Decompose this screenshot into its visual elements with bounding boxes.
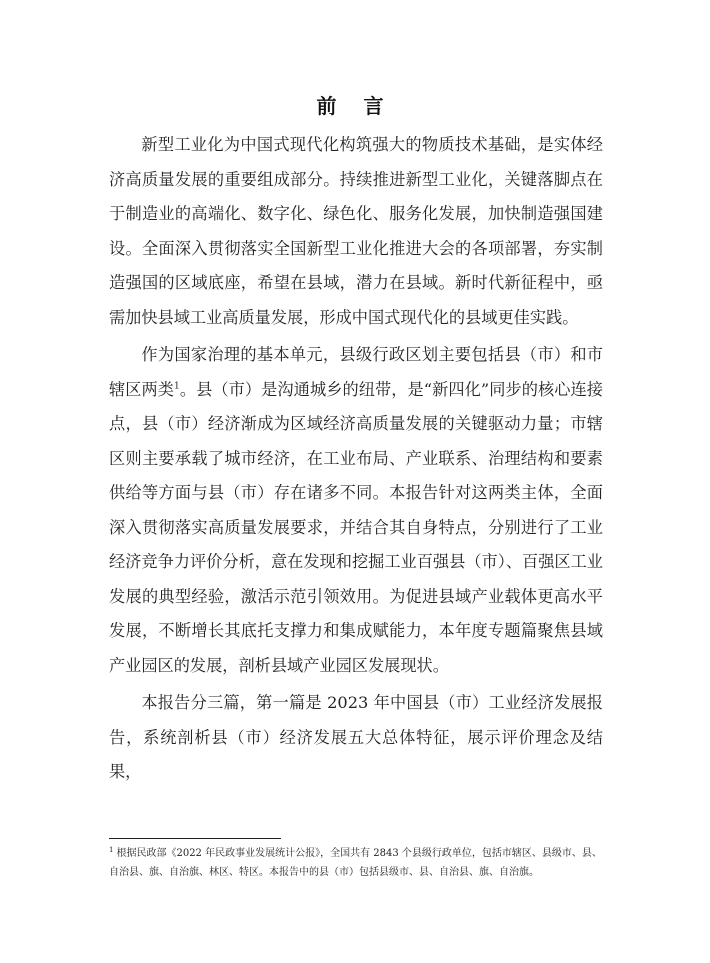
footnote <box>109 844 603 882</box>
paragraph-1: 新型工业化为中国式现代化构筑强大的物质技术基础，是实体经济高质量发展的重要组成部分。持续推进新型工业化，关键落脚点在于制造业的高端化、数字化、绿色化、服务化发展，加快制造强国建设。全面深入贯彻落实全国新型工业化推进大会的各项部署，夯实制造强国的区域底座，希望在县域，潜力在县域。新时代新征程中，亟需加快县域工业高质量发展，形成中国式现代化的县域更佳实践。 <box>109 135 603 327</box>
paragraph-2-text-before: 作为国家治理的基本单元，县级行政区划主要包括县（市）和市辖区两类 <box>109 345 603 399</box>
footnote-divider <box>109 838 281 839</box>
footnote-reference[interactable]: 1 <box>174 381 180 392</box>
paragraph-2 <box>109 338 603 683</box>
body-text <box>109 128 603 793</box>
paragraph-2-text-after: 。县（市）是沟通城乡的纽带，是“新四化”同步的核心连接点，县（市）经济渐成为区域经济高质量发展的关键驱动力量；市辖区则主要承载了城市经济，在工业布局、产业联系、治理结构和要素供给等方面与县（市）存在诸多不同。本报告针对这两类主体，全面深入贯彻落实高质量发展要求，并结合其自身特点，分别进行了工业经济竞争力评价分析，意在发现和挖掘工业百强县（市）、百强区工业发展的典型经验，激活示范引领效用。为促进县域产业载体更高水平发展，不断增长其底托支撑力和集成赋能力，本年度专题篇聚焦县域产业园区的发展，剖析县域产业园区发展现状。 <box>109 379 603 675</box>
paragraph-3: 本报告分三篇，第一篇是 2023 年中国县（市）工业经济发展报告，系统剖析县（市）经济发展五大总体特征，展示评价理念及结果， <box>109 693 603 781</box>
footnote-text: 根据民政部《2022 年民政事业发展统计公报》，全国共有 2843 个县级行政单位，包括市辖区、县级市、县、自治县、旗、自治旗、林区、特区。本报告中的县（市）包括县级市、县、自治县、旗、自治旗。 <box>109 848 602 878</box>
page-title: 前 言 <box>316 94 394 118</box>
footnote-mark: 1 <box>109 845 114 854</box>
